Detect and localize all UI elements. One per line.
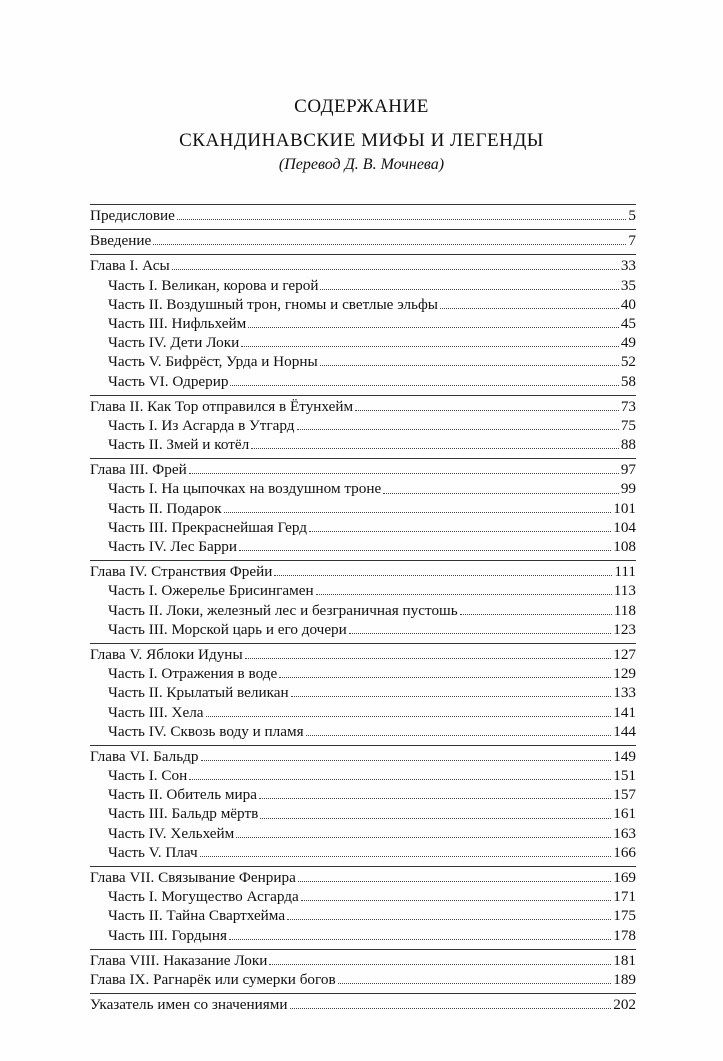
dot-leader [260,818,611,819]
toc-entry[interactable] [90,231,636,250]
page-number: 144 [613,722,636,740]
toc-subentry[interactable] [90,722,636,741]
translation-note: (Перевод Д. В. Мочнева) [278,156,445,173]
dot-leader [236,837,611,838]
entry-title: Часть IV. Сквозь воду и пламя [108,722,304,740]
toc-subentry[interactable] [90,620,636,639]
entry-title: Глава III. Фрей [90,461,187,479]
dot-leader [201,760,612,761]
page-number: 49 [620,334,636,352]
toc-entry[interactable] [90,970,636,989]
toc-subentry[interactable] [90,581,636,600]
page-number: 33 [620,257,636,275]
entry-title: Часть III. Гордыня [108,926,227,944]
toc-group [90,866,636,945]
page-number: 166 [613,843,636,861]
entry-title: Часть I. Из Асгарда в Утгард [108,416,295,434]
page-number: 161 [613,805,636,823]
entry-title: Часть IV. Хельхейм [108,824,235,842]
dot-leader [460,614,612,615]
toc-entry[interactable] [90,995,636,1014]
entry-title: Глава VII. Связывание Фенрира [90,869,296,886]
entry-title: Глава IV. Странствия Фрейи [90,563,273,581]
toc-group [90,560,636,639]
dot-leader [248,327,619,328]
dot-leader [229,939,611,940]
entry-title: Часть III. Морской царь и его дочери [108,620,347,638]
toc-subentry[interactable] [90,499,636,518]
toc-subentry[interactable] [90,926,636,945]
entry-title: Часть IV. Дети Локи [108,334,240,352]
page-number: 129 [613,665,636,683]
entry-title: Глава VI. Бальдр [90,747,199,765]
toc-subentry[interactable] [90,601,636,620]
dot-leader [383,493,619,494]
dot-leader [239,550,611,551]
dot-leader [301,900,612,901]
toc-subentry[interactable] [90,276,636,295]
entry-title: Часть I. Великан, корова и герой [108,276,319,294]
entry-title: Часть VI. Одрерир [108,372,229,390]
page-number: 113 [613,582,636,600]
toc-subentry[interactable] [90,537,636,556]
toc-group [90,949,636,989]
dot-leader [200,856,612,857]
dot-leader [297,429,619,430]
entry-title: Глава V. Яблоки Идуны [90,645,243,663]
entry-title: Часть II. Подарок [108,499,222,517]
page-number: 149 [613,747,636,765]
dot-leader [177,219,626,220]
entry-title: Часть II. Змей и котёл [108,436,250,454]
dot-leader [349,633,611,634]
page-number: 157 [613,786,636,804]
page-number: 181 [613,951,636,969]
dot-leader [309,531,611,532]
toc-group [90,204,636,225]
dot-leader [259,798,611,799]
toc-entry[interactable] [90,868,636,887]
page-number: 169 [613,869,636,886]
toc-entry[interactable] [90,951,636,970]
page-number: 178 [613,926,636,944]
entry-title: Глава II. Как Тор отправился в Ётунхейм [90,397,354,415]
entry-title: Часть II. Обитель мира [108,786,257,804]
dot-leader [274,575,612,576]
dot-leader [320,365,619,366]
page-number: 7 [628,232,636,250]
entry-title: Часть I. На цыпочках на воздушном троне [108,480,382,498]
dot-leader [224,512,612,513]
entry-title: Часть II. Локи, железный лес и безграничная пустошь [108,601,458,619]
dot-leader [245,658,612,659]
toc-subentry[interactable] [90,804,636,823]
page-number: 104 [613,518,636,536]
dot-leader [287,919,611,920]
page-number: 141 [613,703,636,721]
page-number: 5 [628,207,636,224]
page-number: 88 [620,436,636,454]
toc-entry[interactable] [90,256,636,275]
toc-subentry[interactable] [90,435,636,454]
entry-title: Часть I. Отражения в воде [108,665,278,683]
page-number: 151 [613,767,636,785]
page-number: 175 [613,907,636,925]
entry-title: Указатель имен со значениями [90,996,288,1014]
page-number: 118 [613,601,636,619]
dot-leader [320,289,618,290]
dot-leader [298,881,611,882]
toc-subentry[interactable] [90,664,636,683]
entry-title: Часть III. Нифльхейм [108,314,247,332]
entry-title: Часть V. Плач [108,843,198,861]
entry-title: Глава VIII. Наказание Локи [90,951,268,969]
toc-subentry[interactable] [90,785,636,804]
dot-leader [279,677,611,678]
dot-leader [189,779,611,780]
page-number: 163 [613,824,636,842]
toc-subentry[interactable] [90,766,636,785]
toc-subentry[interactable] [90,416,636,435]
contents-heading: СОДЕРЖАНИЕ [294,96,429,117]
dot-leader [316,594,612,595]
entry-title: Глава I. Асы [90,257,170,275]
dot-leader [440,308,619,309]
toc-entry[interactable] [90,206,636,225]
book-title: СКАНДИНАВСКИЕ МИФЫ И ЛЕГЕНДЫ [179,130,544,151]
toc-entry[interactable] [90,645,636,664]
page-number: 35 [620,276,636,294]
toc-subentry[interactable] [90,683,636,702]
toc-subentry[interactable] [90,295,636,314]
dot-leader [355,410,619,411]
page-number: 123 [613,620,636,638]
entry-title: Введение [90,232,152,250]
page-number: 189 [613,970,636,988]
entry-title: Часть IV. Лес Барри [108,538,238,555]
toc-group [90,395,636,455]
toc-group [90,993,636,1014]
dot-leader [251,448,619,449]
toc-subentry[interactable] [90,843,636,862]
entry-title: Часть I. Могущество Асгарда [108,888,299,906]
dot-leader [230,385,618,386]
page-number: 45 [620,314,636,332]
toc-subentry[interactable] [90,906,636,925]
page-number: 75 [620,416,636,434]
page-number: 111 [614,563,636,581]
entry-title: Часть II. Воздушный трон, гномы и светлые эльфы [108,295,439,313]
dot-leader [153,244,626,245]
dot-leader [206,716,612,717]
toc-subentry[interactable] [90,372,636,391]
toc-subentry[interactable] [90,518,636,537]
toc-entry[interactable] [90,397,636,416]
page-number: 73 [620,397,636,415]
toc-entry[interactable] [90,460,636,479]
toc-subentry[interactable] [90,314,636,333]
toc-subentry[interactable] [90,479,636,498]
page-number: 127 [613,645,636,663]
toc-subentry[interactable] [90,824,636,843]
toc-group [90,458,636,556]
dot-leader [241,346,619,347]
toc-group [90,643,636,741]
page-number: 97 [620,461,636,479]
entry-title: Часть II. Крылатый великан [108,684,289,702]
entry-title: Часть I. Ожерелье Брисингамен [108,582,314,600]
toc-subentry[interactable] [90,703,636,722]
toc-subentry[interactable] [90,887,636,906]
entry-title: Часть V. Бифрёст, Урда и Норны [108,353,318,371]
page-number: 133 [613,684,636,702]
page-number: 58 [620,372,636,390]
dot-leader [306,735,612,736]
dot-leader [290,1008,612,1009]
page-number: 52 [620,353,636,371]
entry-title: Часть III. Бальдр мёртв [108,805,259,823]
page-number: 101 [613,499,636,517]
entry-title: Часть I. Сон [108,767,188,785]
page-number: 99 [620,480,636,498]
page-number: 171 [613,888,636,906]
toc-subentry[interactable] [90,333,636,352]
entry-title: Предисловие [90,207,175,224]
table-of-contents [90,204,636,1014]
toc-group [90,254,636,390]
page-number: 40 [620,295,636,313]
dot-leader [172,269,619,270]
entry-title: Часть III. Прекраснейшая Герд [108,518,307,536]
page-number: 108 [613,538,636,555]
toc-group [90,229,636,250]
entry-title: Часть III. Хела [108,703,204,721]
dot-leader [291,696,612,697]
entry-title: Глава IX. Рагнарёк или сумерки богов [90,970,336,988]
entry-title: Часть II. Тайна Свартхейма [108,907,286,925]
toc-entry[interactable] [90,747,636,766]
page-number: 202 [613,996,636,1014]
dot-leader [189,473,619,474]
toc-entry[interactable] [90,562,636,581]
toc-subentry[interactable] [90,352,636,371]
dot-leader [269,964,611,965]
dot-leader [338,983,612,984]
toc-group [90,745,636,862]
